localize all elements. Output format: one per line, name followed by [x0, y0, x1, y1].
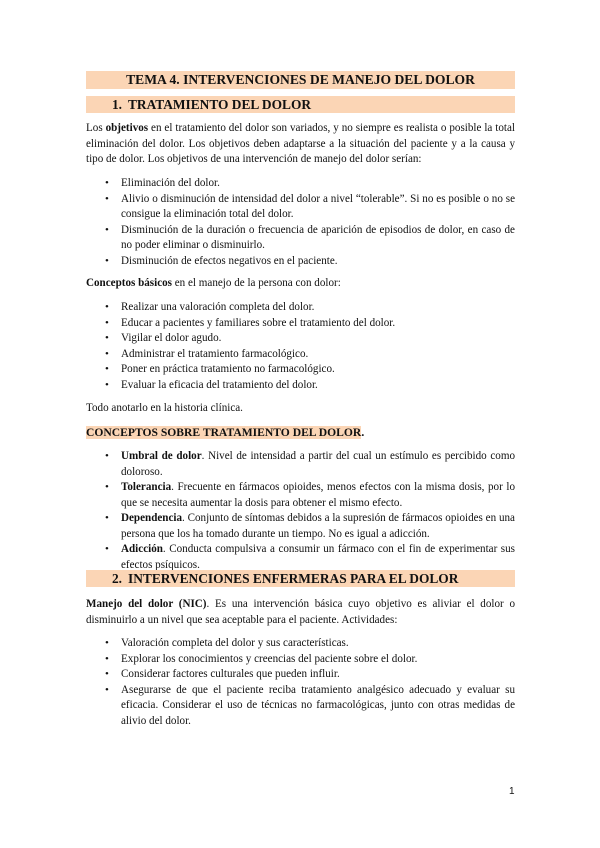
section-title: INTERVENCIONES ENFERMERAS PARA EL DOLOR: [128, 571, 459, 586]
list-item: • Asegurarse de que el paciente reciba tratamiento analgésico adecuado y evaluar su eficacia. Considerar el uso de técnicas no farmacológicas, junto con otras medidas de alivio del dolor.: [105, 683, 515, 727]
bullet-icon: •: [105, 301, 109, 313]
list-item: • Considerar factores culturales que pueden influir.: [86, 667, 515, 683]
basic-concepts-list: [86, 300, 515, 393]
list-item: • Vigilar el dolor agudo.: [86, 331, 515, 347]
bullet-icon: •: [105, 347, 109, 360]
bullet-icon: •: [105, 254, 109, 267]
concept-term: Dependencia: [121, 512, 183, 524]
section-heading-1: [86, 96, 515, 113]
concept-term: Umbral de dolor: [121, 450, 202, 462]
section-number: 2.: [111, 571, 122, 586]
concept-term: Tolerancia: [121, 481, 172, 493]
bullet-icon: •: [105, 683, 109, 696]
section-title: TRATAMIENTO DEL DOLOR: [128, 97, 312, 112]
objectives-term: objetivos: [105, 122, 149, 134]
bullet-icon: •: [105, 378, 109, 391]
basic-concepts-term: Conceptos básicos: [86, 277, 172, 289]
note-paragraph: Todo anotarlo en la historia clínica.: [86, 402, 243, 414]
topic-title: TEMA 4. INTERVENCIONES DE MANEJO DEL DOLOR: [86, 71, 515, 89]
list-item: • Dependencia. Conjunto de síntomas debidos a la supresión de fármacos opioides en una persona que los ha tomado durante un tiempo. No es igual a adicción.: [105, 512, 515, 540]
bullet-icon: •: [105, 652, 109, 665]
bullet-icon: •: [105, 512, 109, 524]
list-item: • Eliminación del dolor.: [86, 176, 515, 192]
section-heading-2: [86, 570, 515, 587]
list-item: • Disminución de efectos negativos en el paciente.: [86, 254, 515, 270]
bullet-icon: •: [105, 177, 109, 189]
bullet-icon: •: [105, 450, 109, 462]
bullet-icon: •: [105, 637, 109, 649]
list-item: • Tolerancia. Frecuente en fármacos opioides, menos efectos con la misma dosis, por lo que se necesita aumentar la dosis para obtener el mismo efecto.: [105, 481, 515, 509]
bullet-icon: •: [105, 481, 109, 493]
bullet-icon: •: [105, 543, 109, 555]
list-item: • Adicción. Conducta compulsiva a consumir un fármaco con el fin de experimentar sus efectos psíquicos.: [105, 543, 515, 571]
objectives-paragraph: Los objetivos en el tratamiento del dolor son variados, y no siempre es realista o posible la total eliminación del dolor. Los objetivos deben adaptarse a la situación del paciente y a la causa y tipo de dolor. Los objetivos de una intervención de manejo del dolor serían:: [86, 122, 516, 165]
list-item: • Disminución de la duración o frecuencia de aparición de episodios de dolor, en caso de no poder eliminar o disminuirlo.: [105, 223, 515, 251]
list-item: • Administrar el tratamiento farmacológico.: [86, 347, 515, 363]
bullet-icon: •: [105, 223, 109, 236]
section-number: 1.: [111, 97, 122, 112]
concepts-list: [86, 449, 515, 573]
bullet-icon: •: [105, 668, 109, 680]
list-item: • Alivio o disminución de intensidad del dolor a nivel “tolerable”. Si no es posible o no se consigue la eliminación total del dolor.: [105, 192, 515, 220]
bullet-icon: •: [105, 192, 109, 205]
manejo-paragraph: Manejo del dolor (NIC). Es una intervención básica cuyo objetivo es aliviar el dolor o disminuirlo a un nivel que sea aceptable para el paciente. Actividades:: [86, 598, 515, 626]
page-number: 1: [509, 786, 515, 797]
list-item: • Valoración completa del dolor y sus características.: [86, 636, 515, 652]
basic-concepts-paragraph: Conceptos básicos en el manejo de la persona con dolor:: [86, 277, 341, 289]
list-item: • Explorar los conocimientos y creencias del paciente sobre el dolor.: [86, 652, 515, 668]
bullet-icon: •: [105, 332, 109, 344]
bullet-icon: •: [105, 363, 109, 375]
activities-list: [86, 636, 515, 729]
objectives-list: [86, 176, 515, 269]
manejo-term: Manejo del dolor (NIC): [86, 598, 207, 610]
list-item: • Realizar una valoración completa del dolor.: [86, 300, 515, 316]
bullet-icon: •: [105, 316, 109, 329]
list-item: • Umbral de dolor. Nivel de intensidad a partir del cual un estímulo es percibido como doloroso.: [105, 450, 515, 478]
list-item: • Educar a pacientes y familiares sobre el tratamiento del dolor.: [86, 316, 515, 332]
concept-term: Adicción: [121, 543, 163, 555]
list-item: • Poner en práctica tratamiento no farmacológico.: [86, 362, 515, 378]
concepts-heading: CONCEPTOS SOBRE TRATAMIENTO DEL DOLOR.: [86, 426, 365, 439]
list-item: • Evaluar la eficacia del tratamiento del dolor.: [86, 378, 515, 394]
